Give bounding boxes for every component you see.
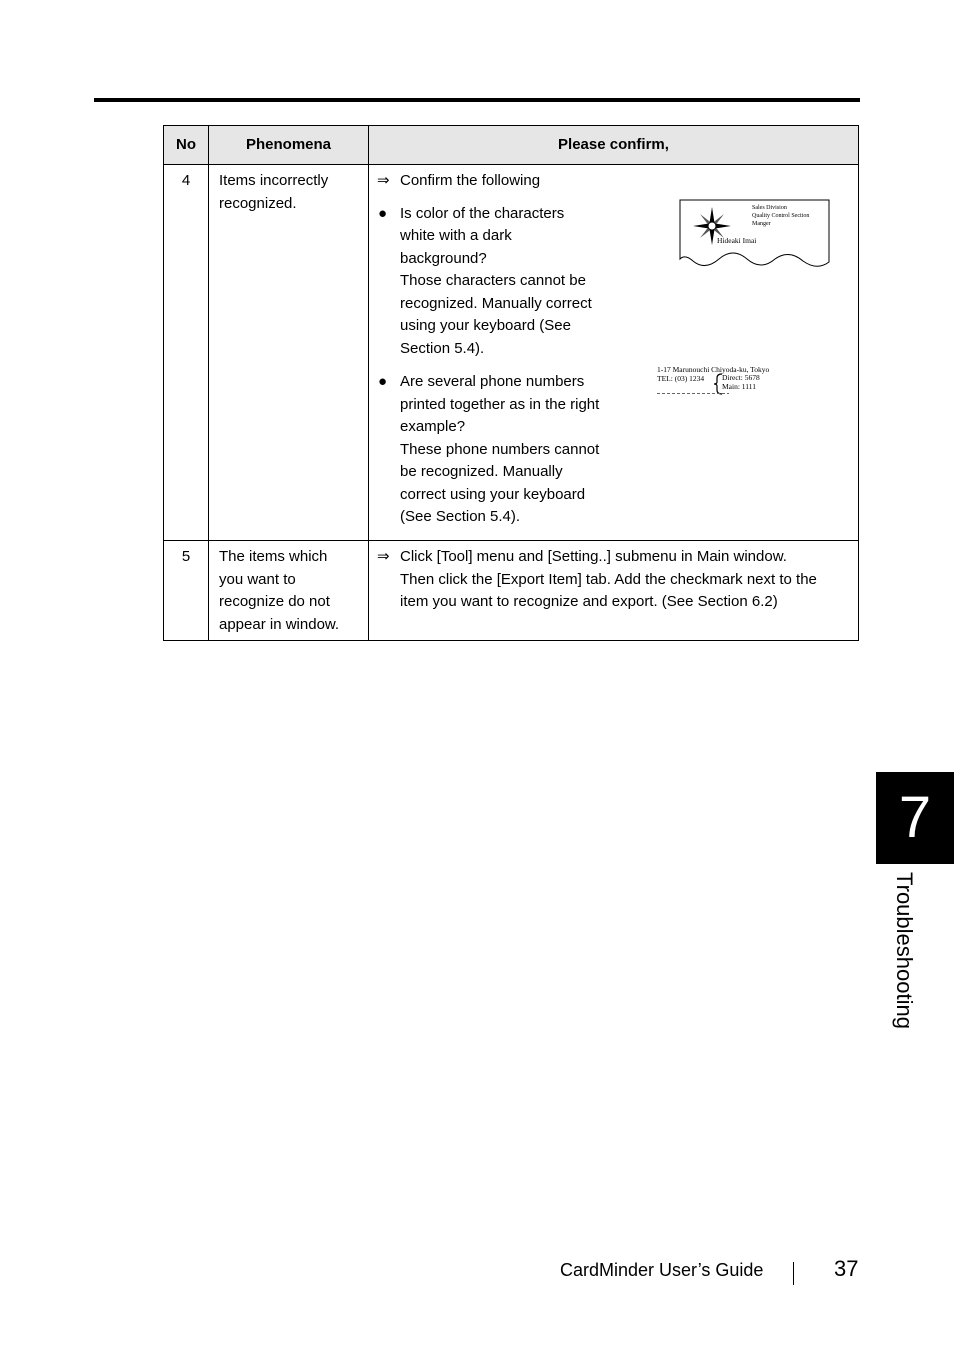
- row-number: 4: [164, 165, 209, 541]
- svg-text:Manger: Manger: [752, 220, 771, 227]
- top-rule: [94, 98, 860, 102]
- phenomena-cell: The items which you want to recognize do not appear in window.: [209, 541, 369, 641]
- bullet-white-characters: ● Is color of the characters white with a dark background? Those characters cannot be recognized. Manually correct using your keyboard (See Section 5.4). Sales Division Quality Control Section Manger Hideaki Imai: [377, 203, 850, 361]
- page-number: 37: [834, 1256, 859, 1281]
- bullet-icon: ●: [378, 373, 388, 390]
- cut-off-line-icon: [657, 392, 729, 395]
- table-row: [164, 541, 859, 641]
- troubleshooting-table: [163, 125, 859, 641]
- footer-divider: [793, 1262, 794, 1285]
- header-no: No: [164, 126, 209, 165]
- business-card-example-image: [679, 199, 831, 269]
- svg-text:Sales Division: Sales Division: [752, 204, 787, 211]
- phone-number-example-image: 1-17 Marunouchi Chiyoda-ku, Tokyo TEL: (03) 1234 Direct: 5678 Main: 1111: [657, 365, 807, 405]
- arrow-icon: ⇒: [377, 548, 390, 565]
- chapter-number-tab: 7: [876, 772, 954, 864]
- bullet-icon: ●: [378, 204, 388, 222]
- svg-text:Hideaki Imai: Hideaki Imai: [717, 235, 757, 245]
- footer-guide-title: CardMinder User’s Guide: [560, 1260, 764, 1280]
- row-number: 5: [164, 541, 209, 641]
- arrow-icon: ⇒: [377, 172, 390, 189]
- confirm-cell: [369, 165, 859, 541]
- phenomena-cell: Items incorrectly recognized.: [209, 165, 369, 541]
- bullet-multiple-phone-numbers: ● Are several phone numbers printed together as in the right example? These phone numbers cannot be recognized. Manually correct using your keyboard (See Section 5.4). 1-17 Marunouchi Chiyoda-ku, Tokyo TEL: (03) 1234 Direct: 5678 Main: 1111: [377, 371, 850, 529]
- chapter-title: Troubleshooting: [892, 872, 917, 1029]
- svg-text:Quality Control Section: Quality Control Section: [752, 212, 810, 219]
- table-header-row: [164, 126, 859, 165]
- table-row: [164, 165, 859, 541]
- header-please-confirm: Please confirm,: [369, 126, 859, 165]
- confirm-intro: ⇒ Confirm the following: [377, 170, 850, 193]
- header-phenomena: Phenomena: [209, 126, 369, 165]
- confirm-cell: ⇒ Click [Tool] menu and [Setting..] submenu in Main window. Then click the [Export Item] tab. Add the checkmark next to the item you want to recognize and export. (See Section 6.2): [369, 541, 859, 641]
